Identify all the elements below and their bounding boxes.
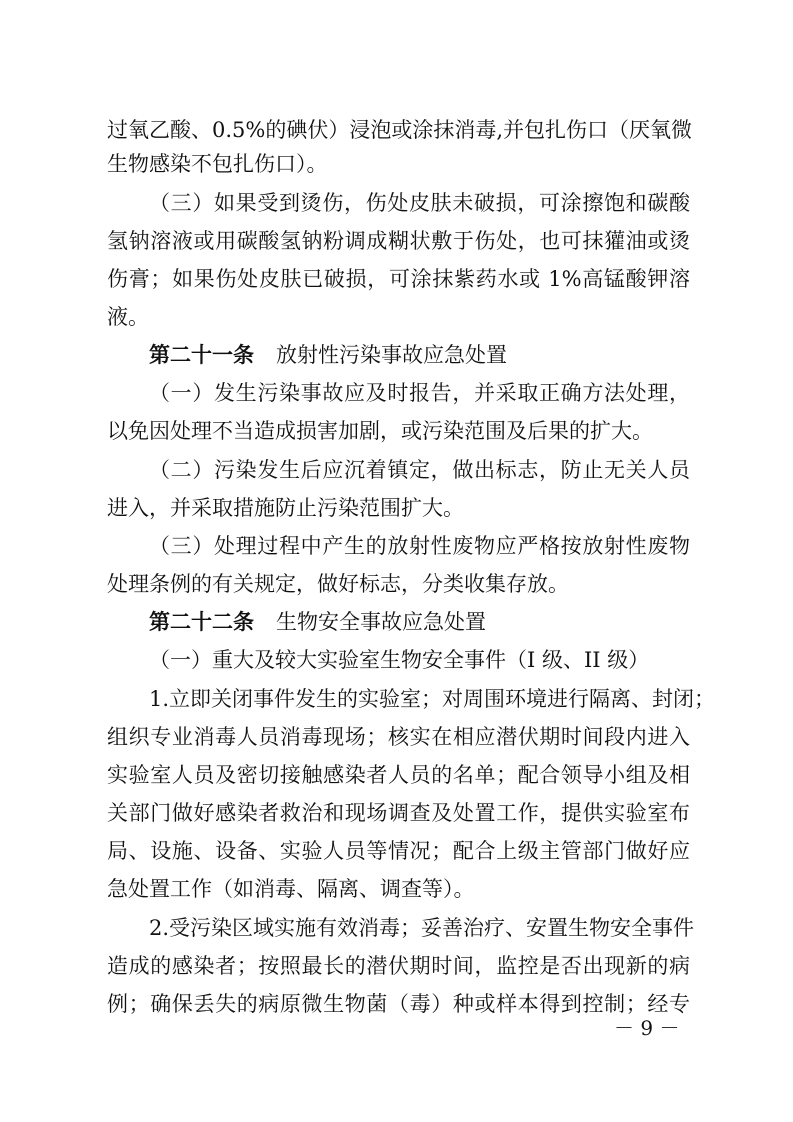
article-heading [149,607,486,637]
text-line: 液。 [107,305,149,329]
text-line: 实验室人员及密切接触感染者人员的名单；配合领导小组及相 [107,763,690,787]
text-line: 2.受污染区域实施有效消毒；妥善治疗、安置生物安全事件 [149,916,695,940]
text-line: 以免因处理不当造成损害加剧，或污染范围及后果的扩大。 [107,419,653,443]
text-line: 局、设施、设备、实验人员等情况；配合上级主管部门做好应 [107,839,690,863]
text-line: （一）发生污染事故应及时报告，并采取正确方法处理， [149,381,690,405]
text-line: 例；确保丢失的病原微生物菌（毒）种或样本得到控制；经专 [107,992,690,1016]
text-line: 氢钠溶液或用碳酸氢钠粉调成糊状敷于伤处，也可抹獾油或烫 [107,229,690,253]
article-heading [149,340,507,370]
text-line: 关部门做好感染者救治和现场调查及处置工作，提供实验室布 [107,801,690,825]
text-line: 生物感染不包扎伤口）。 [107,152,328,176]
page-number: － 9 － [614,1016,680,1040]
article-number: 第二十一条 [149,343,254,367]
text-line: 过氧乙酸、0.5%的碘伏）浸泡或涂抹消毒,并包扎伤口（厌氧微 [107,118,693,142]
article-title: 生物安全事故应急处置 [276,610,486,634]
text-line: （三）处理过程中产生的放射性废物应严格按放射性废物 [149,534,690,558]
text-line: 造成的感染者；按照最长的潜伏期时间，监控是否出现新的病 [107,954,690,978]
text-line: 急处置工作（如消毒、隔离、调查等）。 [107,877,475,901]
text-line: 1.立即关闭事件发生的实验室；对周围环境进行隔离、封闭； [149,687,716,711]
article-number: 第二十二条 [149,610,254,634]
text-line: 伤膏；如果伤处皮肤已破损，可涂抹紫药水或 1%高锰酸钾溶 [107,267,690,291]
text-line: 组织专业消毒人员消毒现场；核实在相应潜伏期时间段内进入 [107,725,690,749]
text-line: （一）重大及较大实验室生物安全事件（I 级、II 级） [149,648,650,672]
article-title: 放射性污染事故应急处置 [276,343,507,367]
text-line: （三）如果受到烫伤，伤处皮肤未破损，可涂擦饱和碳酸 [149,191,690,215]
text-line: （二）污染发生后应沉着镇定，做出标志，防止无关人员 [149,458,690,482]
text-line: 进入，并采取措施防止污染范围扩大。 [107,496,464,520]
text-line: 处理条例的有关规定，做好标志，分类收集存放。 [107,572,569,596]
